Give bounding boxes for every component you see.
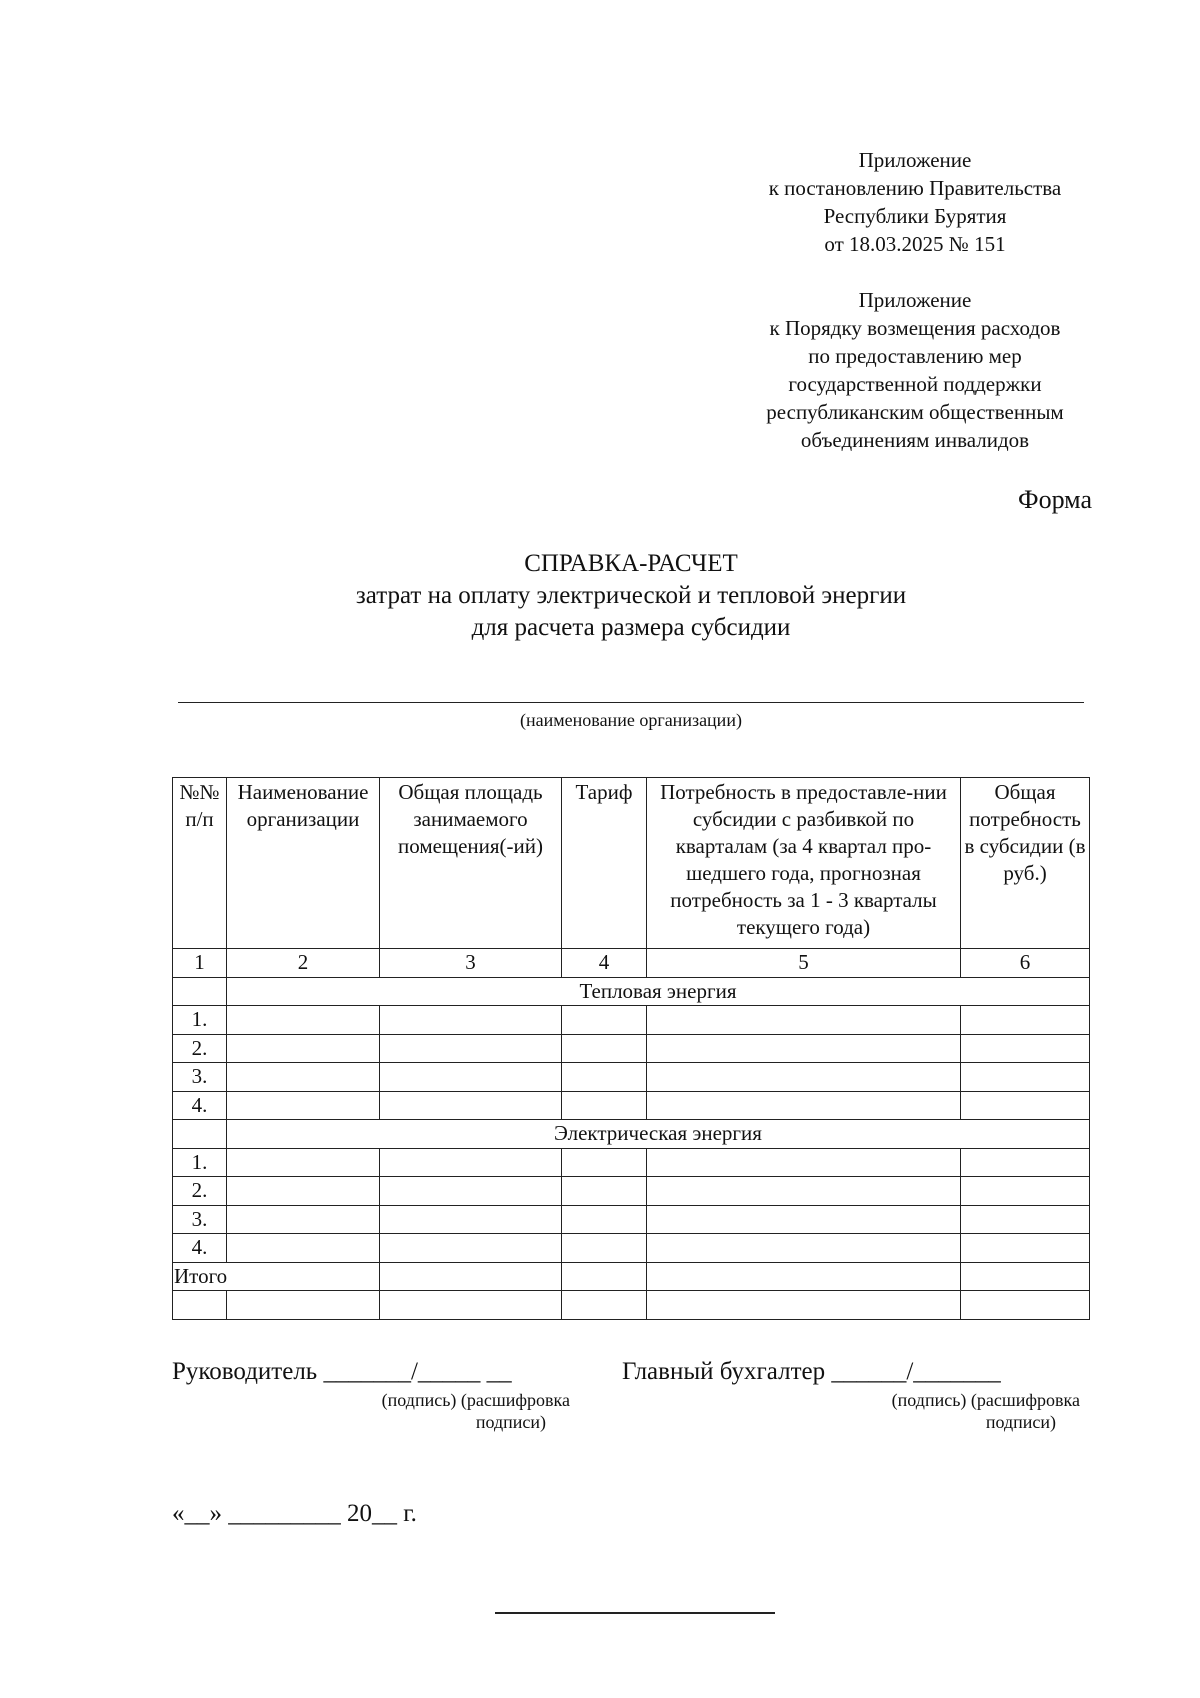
table-cell[interactable] <box>647 1291 961 1320</box>
approval-line: к Порядку возмещения расходов <box>769 316 1061 340</box>
row-number: 3. <box>173 1205 227 1234</box>
table-cell[interactable] <box>562 1063 647 1092</box>
table-row <box>173 1148 1090 1177</box>
table-header-row <box>173 778 1090 949</box>
table-cell[interactable] <box>562 1034 647 1063</box>
table-cell[interactable] <box>562 1262 647 1291</box>
head-signature-blank[interactable]: _______/_____ __ <box>323 1358 512 1385</box>
date-line[interactable]: «__» _________ 20__ г. <box>172 1500 417 1527</box>
row-number: 2. <box>173 1177 227 1206</box>
table-cell[interactable] <box>562 1091 647 1120</box>
section-row-cell <box>173 977 227 1006</box>
table-cell[interactable] <box>380 1148 562 1177</box>
table-cell[interactable] <box>227 1006 380 1035</box>
header-tariff: Тариф <box>562 778 647 949</box>
table-cell[interactable] <box>227 1205 380 1234</box>
table-row <box>173 1006 1090 1035</box>
table-cell[interactable] <box>961 1291 1090 1320</box>
calculation-table <box>172 777 1090 1320</box>
organization-name-caption: (наименование организации) <box>520 710 742 730</box>
table-cell[interactable] <box>380 1091 562 1120</box>
title-line-2: затрат на оплату электрической и тепловой энергии <box>355 582 907 609</box>
column-number: 3 <box>380 949 562 978</box>
table-cell[interactable] <box>562 1205 647 1234</box>
total-label: Итого <box>173 1262 380 1291</box>
table-cell[interactable] <box>647 1148 961 1177</box>
title-line-1: СПРАВКА-РАСЧЕТ <box>524 550 738 577</box>
table-cell[interactable] <box>961 1262 1090 1291</box>
header-subsidy-need-quarters: Потребность в предоставле-нии субсидии с разбивкой по кварталам (за 4 квартал про-шедшего года, прогнозная потребность за 1 - 3 кварталы текущего года) <box>647 778 961 949</box>
column-number: 5 <box>647 949 961 978</box>
head-signature-caption <box>330 1389 570 1433</box>
accountant-label: Главный бухгалтер <box>622 1358 826 1385</box>
approval-line: Приложение <box>858 288 972 312</box>
approval-line: к постановлению Правительства <box>768 176 1062 200</box>
table-cell[interactable] <box>647 1063 961 1092</box>
column-number: 4 <box>562 949 647 978</box>
table-cell[interactable] <box>961 1006 1090 1035</box>
approval-block-government-decree <box>700 146 1130 258</box>
total-row <box>173 1262 1090 1291</box>
column-number: 2 <box>227 949 380 978</box>
table-cell[interactable] <box>227 1234 380 1263</box>
table-cell[interactable] <box>647 1177 961 1206</box>
header-total-area: Общая площадь занимаемого помещения(-ий) <box>380 778 562 949</box>
column-numbers-row <box>173 949 1090 978</box>
table-cell[interactable] <box>647 1034 961 1063</box>
caption-line: (подпись) (расшифровка <box>891 1390 1080 1410</box>
table-cell[interactable] <box>961 1234 1090 1263</box>
table-cell[interactable] <box>227 1148 380 1177</box>
row-number: 3. <box>173 1063 227 1092</box>
head-label: Руководитель <box>172 1358 318 1385</box>
table-cell[interactable] <box>173 1291 227 1320</box>
form-label: Форма <box>1018 485 1092 514</box>
table-cell[interactable] <box>562 1006 647 1035</box>
table-row <box>173 1205 1090 1234</box>
section-row-electric <box>173 1120 1090 1149</box>
table-cell[interactable] <box>961 1177 1090 1206</box>
table-cell[interactable] <box>227 1291 380 1320</box>
table-cell[interactable] <box>380 1234 562 1263</box>
approval-block-procedure <box>700 286 1130 454</box>
table-cell[interactable] <box>647 1205 961 1234</box>
bottom-divider <box>495 1612 775 1614</box>
header-total-subsidy-need: Общая потребность в субсидии (в руб.) <box>961 778 1090 949</box>
organization-name-line[interactable] <box>178 702 1084 703</box>
table-row <box>173 1234 1090 1263</box>
row-number: 2. <box>173 1034 227 1063</box>
header-row-number: №№ п/п <box>173 778 227 949</box>
caption-line: (подпись) (расшифровка <box>381 1390 570 1410</box>
table-cell[interactable] <box>961 1063 1090 1092</box>
table-row <box>173 1063 1090 1092</box>
table-cell[interactable] <box>647 1234 961 1263</box>
row-number: 4. <box>173 1091 227 1120</box>
table-row <box>173 1034 1090 1063</box>
row-number: 1. <box>173 1148 227 1177</box>
approval-line: Республики Бурятия <box>823 204 1007 228</box>
table-cell[interactable] <box>961 1148 1090 1177</box>
section-electric-label: Электрическая энергия <box>227 1120 1090 1149</box>
table-cell[interactable] <box>380 1291 562 1320</box>
table-cell[interactable] <box>961 1205 1090 1234</box>
document-title <box>0 548 1200 644</box>
caption-line: подписи) <box>475 1412 546 1432</box>
table-cell[interactable] <box>227 1063 380 1092</box>
table-cell[interactable] <box>562 1148 647 1177</box>
table-cell[interactable] <box>227 1177 380 1206</box>
approval-line: республиканским общественным <box>766 400 1064 424</box>
table-cell[interactable] <box>647 1091 961 1120</box>
title-line-3: для расчета размера субсидии <box>471 614 791 641</box>
row-number: 1. <box>173 1006 227 1035</box>
header-organization-name: Наименование организации <box>227 778 380 949</box>
table-cell[interactable] <box>647 1006 961 1035</box>
table-cell[interactable] <box>647 1262 961 1291</box>
head-signature <box>172 1358 512 1386</box>
column-number: 6 <box>961 949 1090 978</box>
table-cell[interactable] <box>380 1006 562 1035</box>
table-cell[interactable] <box>562 1291 647 1320</box>
approval-line: государственной поддержки <box>788 372 1042 396</box>
caption-line: подписи) <box>985 1412 1056 1432</box>
row-number: 4. <box>173 1234 227 1263</box>
approval-line: Приложение <box>858 148 972 172</box>
table-cell[interactable] <box>380 1205 562 1234</box>
table-cell[interactable] <box>380 1063 562 1092</box>
section-row-heat <box>173 977 1090 1006</box>
approval-line: от 18.03.2025 № 151 <box>824 232 1006 256</box>
table-cell[interactable] <box>227 1034 380 1063</box>
approval-line: по предоставлению мер <box>808 344 1022 368</box>
table-cell[interactable] <box>380 1177 562 1206</box>
table-row <box>173 1091 1090 1120</box>
table-cell[interactable] <box>961 1091 1090 1120</box>
accountant-signature-blank[interactable]: ______/_______ <box>831 1358 1001 1385</box>
table-cell[interactable] <box>562 1177 647 1206</box>
section-heat-label: Тепловая энергия <box>227 977 1090 1006</box>
table-cell[interactable] <box>380 1034 562 1063</box>
column-number: 1 <box>173 949 227 978</box>
table-row <box>173 1177 1090 1206</box>
section-row-cell <box>173 1120 227 1149</box>
table-cell[interactable] <box>562 1234 647 1263</box>
table-cell[interactable] <box>961 1034 1090 1063</box>
accountant-signature-caption <box>840 1389 1080 1433</box>
table-cell[interactable] <box>380 1262 562 1291</box>
table-cell[interactable] <box>227 1091 380 1120</box>
table-row <box>173 1291 1090 1320</box>
accountant-signature <box>622 1358 1001 1386</box>
approval-line: объединениям инвалидов <box>800 428 1030 452</box>
